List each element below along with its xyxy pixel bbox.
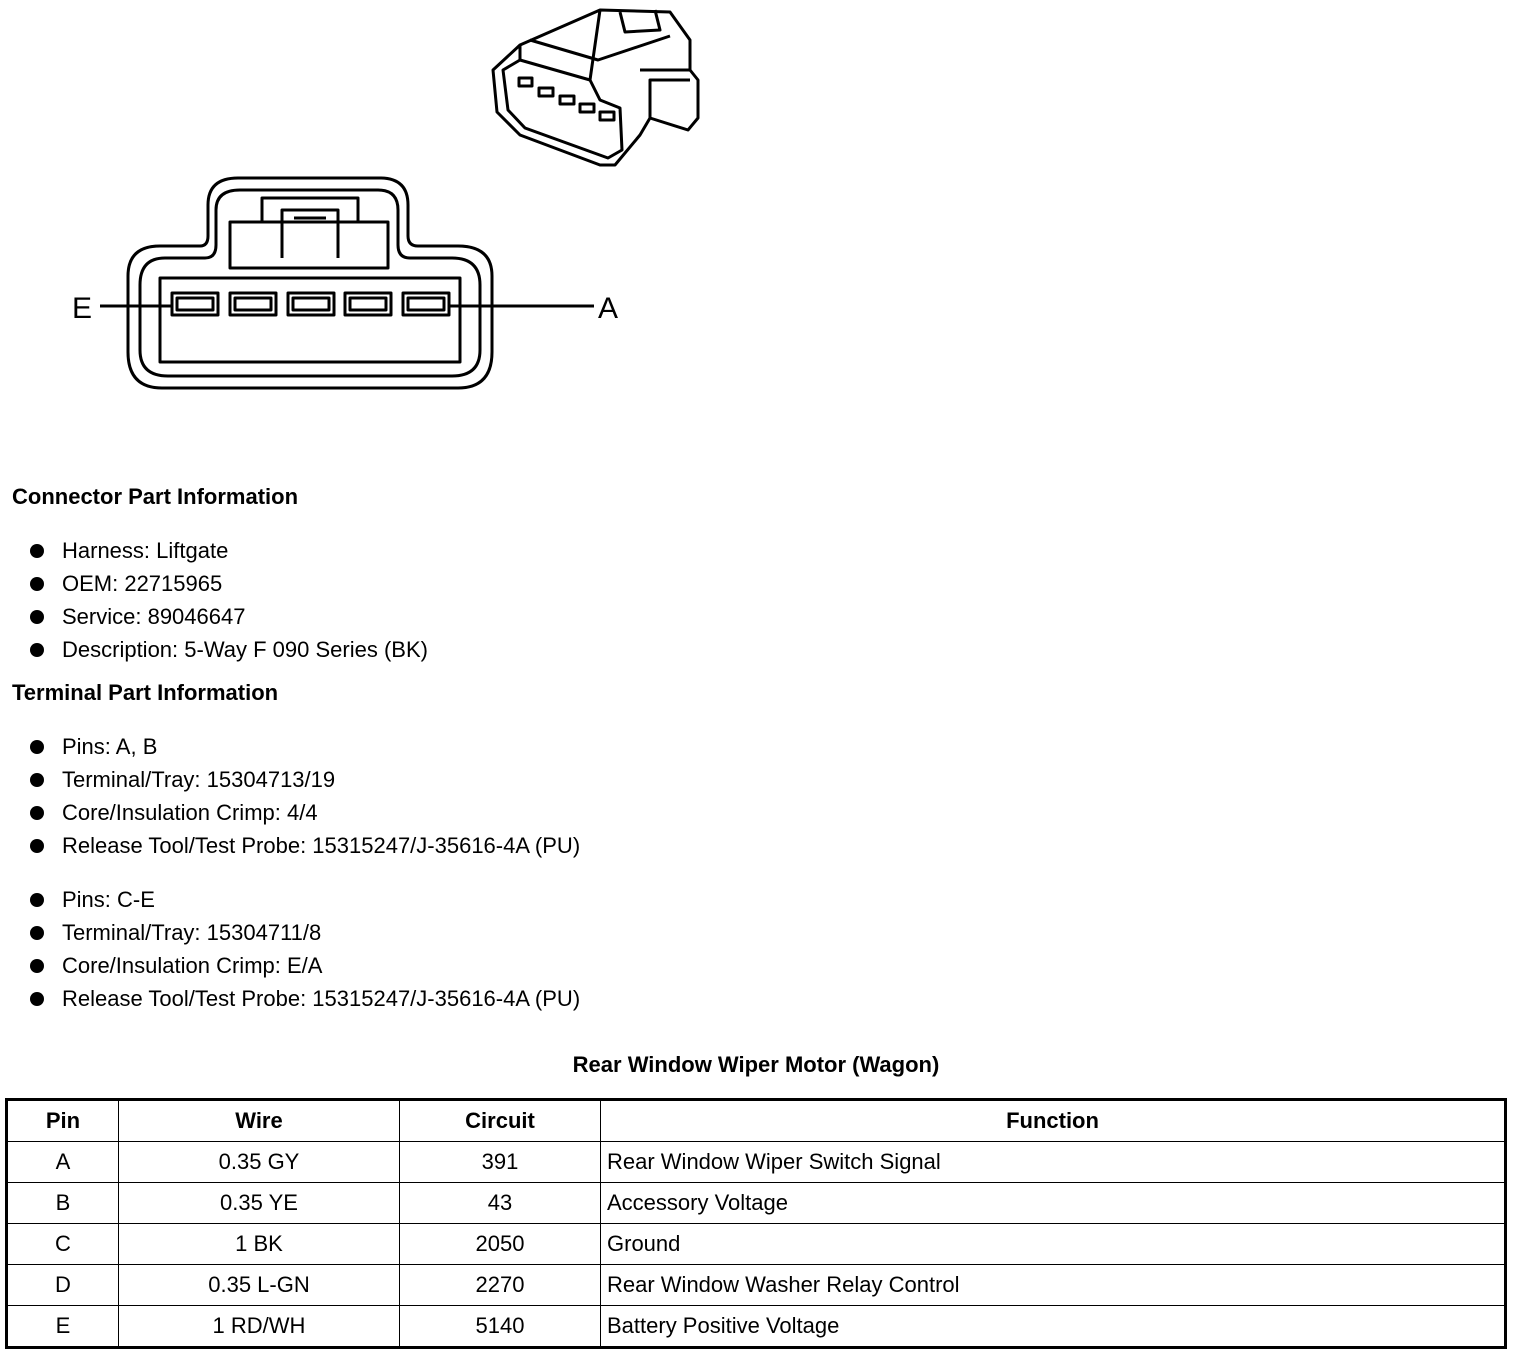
bullet-icon bbox=[30, 926, 44, 940]
terminal-info-list-2 bbox=[28, 883, 580, 1015]
list-item: Release Tool/Test Probe: 15315247/J-35616-4A (PU) bbox=[28, 829, 580, 862]
table-row bbox=[7, 1265, 1506, 1306]
list-item: Pins: C-E bbox=[28, 883, 580, 916]
table-row bbox=[7, 1306, 1506, 1348]
list-item: OEM: 22715965 bbox=[28, 567, 428, 600]
connector-info-title: Connector Part Information bbox=[12, 484, 299, 509]
bullet-icon bbox=[30, 806, 44, 820]
cell-function: Ground bbox=[601, 1224, 1506, 1265]
connector-illustration bbox=[0, 0, 720, 420]
connector-3d-view bbox=[493, 10, 698, 165]
list-item: Harness: Liftgate bbox=[28, 534, 428, 567]
cell-circuit: 43 bbox=[400, 1183, 601, 1224]
cell-wire: 1 RD/WH bbox=[119, 1306, 400, 1348]
bullet-icon bbox=[30, 544, 44, 558]
cell-wire: 0.35 GY bbox=[119, 1142, 400, 1183]
cell-wire: 0.35 L-GN bbox=[119, 1265, 400, 1306]
table-row bbox=[7, 1183, 1506, 1224]
bullet-icon bbox=[30, 959, 44, 973]
cell-function: Battery Positive Voltage bbox=[601, 1306, 1506, 1348]
bullet-icon bbox=[30, 839, 44, 853]
connector-front-view bbox=[128, 178, 492, 388]
list-item: Core/Insulation Crimp: E/A bbox=[28, 949, 580, 982]
cell-pin: C bbox=[7, 1224, 119, 1265]
table-row bbox=[7, 1224, 1506, 1265]
table-title: Rear Window Wiper Motor (Wagon) bbox=[572, 1052, 940, 1077]
table-row bbox=[7, 1142, 1506, 1183]
list-item: Service: 89046647 bbox=[28, 600, 428, 633]
table-header-row bbox=[7, 1100, 1506, 1142]
cell-pin: B bbox=[7, 1183, 119, 1224]
cell-circuit: 2050 bbox=[400, 1224, 601, 1265]
cell-pin: A bbox=[7, 1142, 119, 1183]
connector-info-list bbox=[28, 534, 428, 666]
terminal-info-list-1 bbox=[28, 730, 580, 862]
cell-function: Accessory Voltage bbox=[601, 1183, 1506, 1224]
cell-pin: E bbox=[7, 1306, 119, 1348]
cell-function: Rear Window Wiper Switch Signal bbox=[601, 1142, 1506, 1183]
cell-circuit: 391 bbox=[400, 1142, 601, 1183]
pinout-table bbox=[5, 1098, 1507, 1349]
bullet-icon bbox=[30, 577, 44, 591]
pin-label-a: A bbox=[598, 292, 619, 325]
terminal-cavities bbox=[172, 293, 449, 315]
cell-function: Rear Window Washer Relay Control bbox=[601, 1265, 1506, 1306]
list-item: Description: 5-Way F 090 Series (BK) bbox=[28, 633, 428, 666]
cell-pin: D bbox=[7, 1265, 119, 1306]
bullet-icon bbox=[30, 773, 44, 787]
header-function: Function bbox=[601, 1100, 1506, 1142]
cell-circuit: 5140 bbox=[400, 1306, 601, 1348]
list-item: Terminal/Tray: 15304713/19 bbox=[28, 763, 580, 796]
cell-wire: 0.35 YE bbox=[119, 1183, 400, 1224]
header-circuit: Circuit bbox=[400, 1100, 601, 1142]
cell-circuit: 2270 bbox=[400, 1265, 601, 1306]
bullet-icon bbox=[30, 992, 44, 1006]
header-wire: Wire bbox=[119, 1100, 400, 1142]
cell-wire: 1 BK bbox=[119, 1224, 400, 1265]
header-pin: Pin bbox=[7, 1100, 119, 1142]
bullet-icon bbox=[30, 643, 44, 657]
list-item: Terminal/Tray: 15304711/8 bbox=[28, 916, 580, 949]
pin-label-e: E bbox=[72, 292, 93, 325]
terminal-info-title: Terminal Part Information bbox=[12, 680, 279, 705]
list-item: Pins: A, B bbox=[28, 730, 580, 763]
bullet-icon bbox=[30, 610, 44, 624]
list-item: Release Tool/Test Probe: 15315247/J-35616-4A (PU) bbox=[28, 982, 580, 1015]
list-item: Core/Insulation Crimp: 4/4 bbox=[28, 796, 580, 829]
bullet-icon bbox=[30, 893, 44, 907]
bullet-icon bbox=[30, 740, 44, 754]
